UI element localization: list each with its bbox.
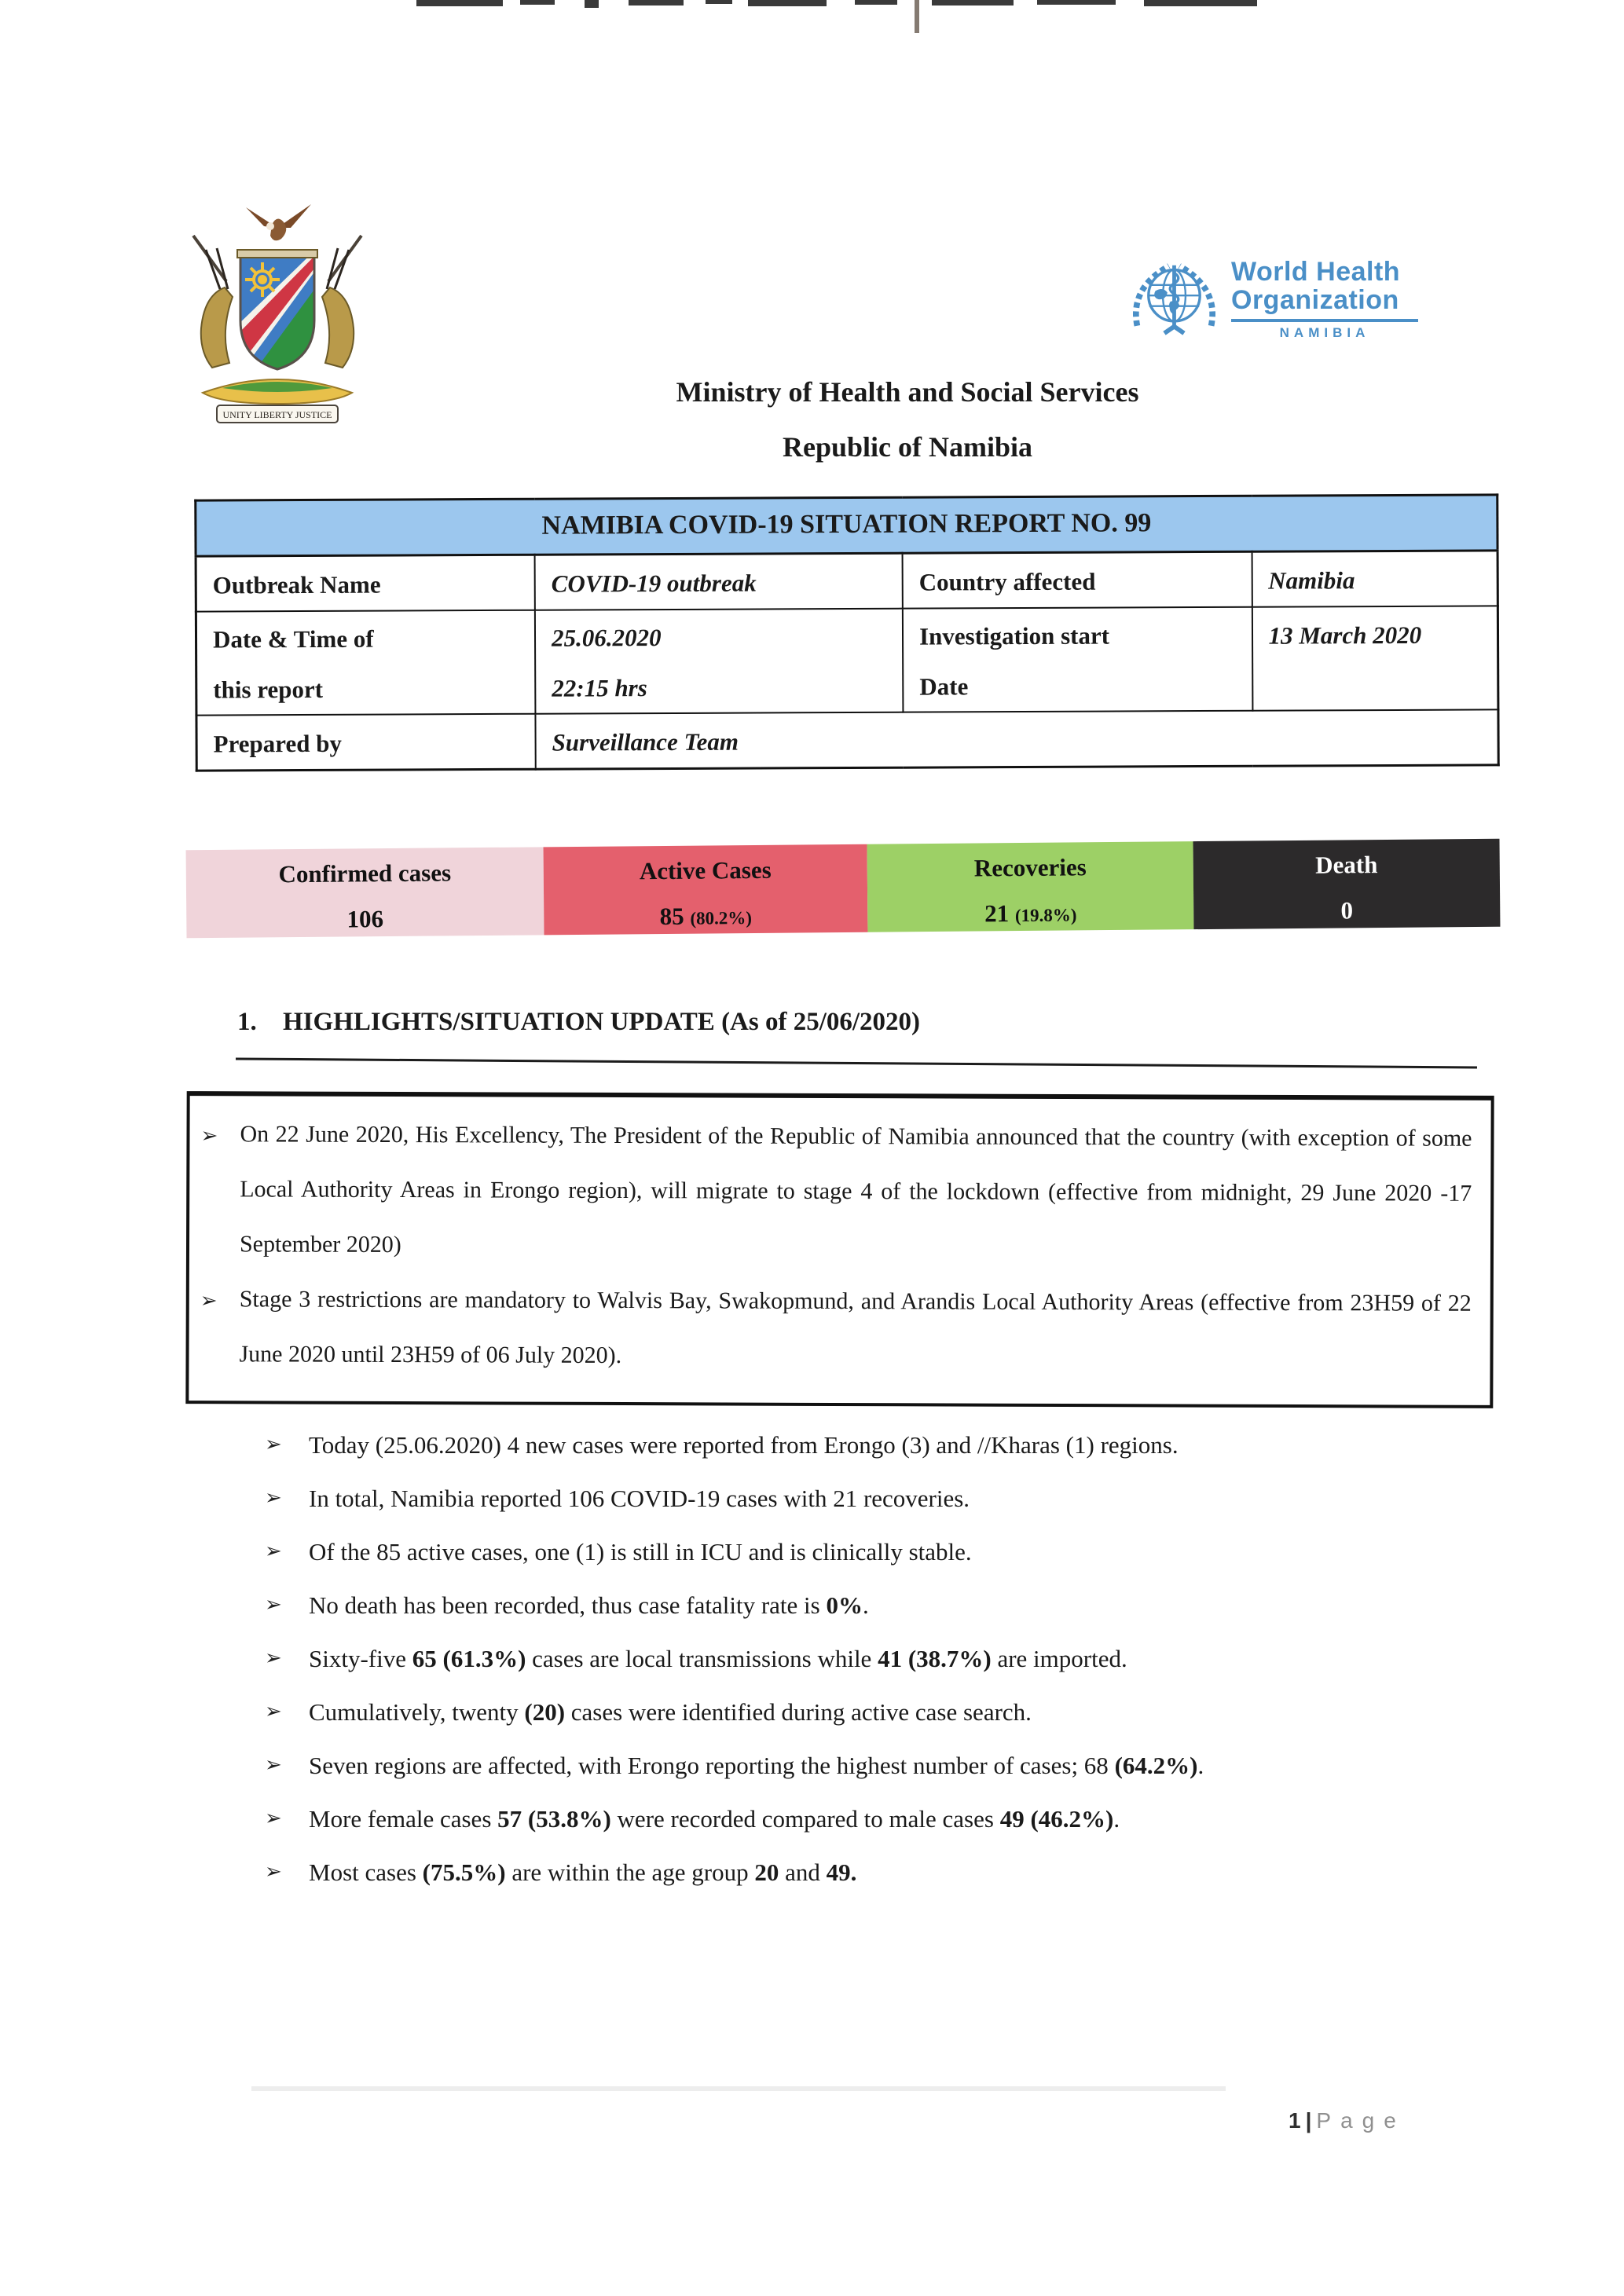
highlight-item xyxy=(265,1485,1522,1538)
country-affected-value: Namibia xyxy=(1252,551,1498,607)
section-divider xyxy=(236,1057,1477,1068)
highlight-text: On 22 June 2020, His Excellency, The President of the Republic of Namibia announced that the country (with exception of some Local Authority Areas in Erongo region), will migrate to stage 4 of the lockdown (effective from midnight, 29 June 2020 -17 September 2020) xyxy=(239,1121,1472,1258)
scan-artifact xyxy=(251,2086,1226,2091)
key-announcements-box xyxy=(185,1091,1494,1408)
investigation-start-value: 13 March 2020 xyxy=(1252,606,1498,710)
footer-separator: | xyxy=(1305,2108,1312,2133)
table-row xyxy=(196,709,1498,771)
arrow-bullet-icon: ➢ xyxy=(265,1807,282,1829)
death-value: 0 xyxy=(1340,896,1354,925)
footer-word: Page xyxy=(1316,2108,1406,2133)
case-summary-band xyxy=(186,839,1501,939)
highlight-item xyxy=(265,1752,1522,1805)
highlight-list xyxy=(265,1431,1522,1912)
arrow-bullet-icon: ➢ xyxy=(265,1486,282,1509)
arrow-bullet-icon: ➢ xyxy=(265,1860,282,1883)
arrow-bullet-icon: ➢ xyxy=(200,1289,218,1313)
situation-report-table xyxy=(194,493,1499,771)
active-cases-percent: (80.2%) xyxy=(690,908,753,928)
active-cases-card xyxy=(544,844,868,936)
page-footer xyxy=(1289,2108,1406,2133)
highlight-item xyxy=(265,1591,1522,1645)
highlight-text: Sixty-five 65 (61.3%) cases are local transmissions while 41 (38.7%) are imported. xyxy=(309,1645,1127,1672)
page-number: 1 xyxy=(1289,2108,1301,2133)
prepared-by-value: Surveillance Team xyxy=(535,709,1498,769)
who-emblem-icon xyxy=(1125,253,1223,347)
highlight-item xyxy=(265,1698,1522,1752)
outbreak-name-label: Outbreak Name xyxy=(196,555,535,611)
highlight-text: In total, Namibia reported 106 COVID-19 cases with 21 recoveries. xyxy=(309,1485,970,1512)
highlight-text: Today (25.06.2020) 4 new cases were reported from Erongo (3) and //Kharas (1) regions. xyxy=(309,1431,1179,1459)
country-affected-label: Country affected xyxy=(903,551,1252,608)
confirmed-cases-card xyxy=(186,847,544,938)
highlight-text: Cumulatively, twenty (20) cases were identified during active case search. xyxy=(309,1698,1032,1726)
table-row xyxy=(196,551,1498,612)
ministry-title: Ministry of Health and Social Services xyxy=(676,376,1139,408)
highlight-item xyxy=(200,1272,1471,1386)
section-number: 1. xyxy=(237,1008,257,1036)
death-label: Death xyxy=(1315,851,1378,879)
highlight-item xyxy=(265,1858,1522,1912)
arrow-bullet-icon: ➢ xyxy=(265,1433,282,1456)
section-heading xyxy=(237,1008,1494,1037)
who-wordmark-line1: World Health xyxy=(1231,257,1401,287)
arrow-bullet-icon: ➢ xyxy=(265,1540,282,1562)
highlight-item xyxy=(265,1805,1522,1858)
report-date-label: Date & Time of this report xyxy=(196,610,535,716)
recoveries-card xyxy=(867,841,1194,932)
outbreak-name-value: COVID-19 outbreak xyxy=(535,553,903,610)
republic-title: Republic of Namibia xyxy=(782,431,1033,463)
highlight-item xyxy=(200,1107,1472,1276)
recoveries-value: 21 xyxy=(984,899,1010,928)
highlight-text: No death has been recorded, thus case fatality rate is 0%. xyxy=(309,1591,869,1619)
arrow-bullet-icon: ➢ xyxy=(265,1700,282,1723)
highlight-text: Seven regions are affected, with Erongo reporting the highest number of cases; 68 (64.2%). xyxy=(309,1752,1204,1779)
death-card xyxy=(1193,839,1500,929)
highlight-item xyxy=(265,1645,1522,1698)
highlight-text: Most cases (75.5%) are within the age group 20 and 49. xyxy=(309,1858,857,1886)
confirmed-cases-value: 106 xyxy=(346,905,384,933)
recoveries-label: Recoveries xyxy=(973,853,1087,882)
arrow-bullet-icon: ➢ xyxy=(265,1593,282,1616)
who-wordmark-line2: Organization xyxy=(1231,285,1399,315)
highlight-text: Of the 85 active cases, one (1) is still in ICU and is clinically stable. xyxy=(309,1538,972,1565)
report-title: NAMIBIA COVID-19 SITUATION REPORT NO. 99 xyxy=(196,495,1498,556)
table-row xyxy=(196,606,1498,715)
highlight-item xyxy=(265,1538,1522,1591)
arrow-bullet-icon: ➢ xyxy=(265,1646,282,1669)
recoveries-percent: (19.8%) xyxy=(1014,905,1077,926)
who-rule xyxy=(1231,319,1418,322)
highlight-text: Stage 3 restrictions are mandatory to Walvis Bay, Swakopmund, and Arandis Local Authority Areas (effective from 23H59 of 22 June 2020 until 23H59 of 06 July 2020). xyxy=(239,1286,1472,1369)
active-cases-value: 85 xyxy=(659,902,684,931)
arrow-bullet-icon: ➢ xyxy=(265,1753,282,1776)
confirmed-cases-label: Confirmed cases xyxy=(278,859,452,888)
section-title: HIGHLIGHTS/SITUATION UPDATE (As of 25/06/2020) xyxy=(283,1008,921,1036)
report-date-value: 25.06.2020 22:15 hrs xyxy=(535,609,904,714)
investigation-start-label: Investigation start Date xyxy=(903,607,1252,712)
who-logo xyxy=(1125,253,1432,371)
active-cases-label: Active Cases xyxy=(639,855,772,885)
prepared-by-label: Prepared by xyxy=(196,714,536,771)
who-country-label: NAMIBIA xyxy=(1279,325,1370,340)
arrow-bullet-icon: ➢ xyxy=(200,1124,218,1148)
highlight-item xyxy=(265,1431,1522,1485)
highlight-text: More female cases 57 (53.8%) were recorded compared to male cases 49 (46.2%). xyxy=(309,1805,1120,1833)
coat-motto: UNITY LIBERTY JUSTICE xyxy=(222,409,332,420)
